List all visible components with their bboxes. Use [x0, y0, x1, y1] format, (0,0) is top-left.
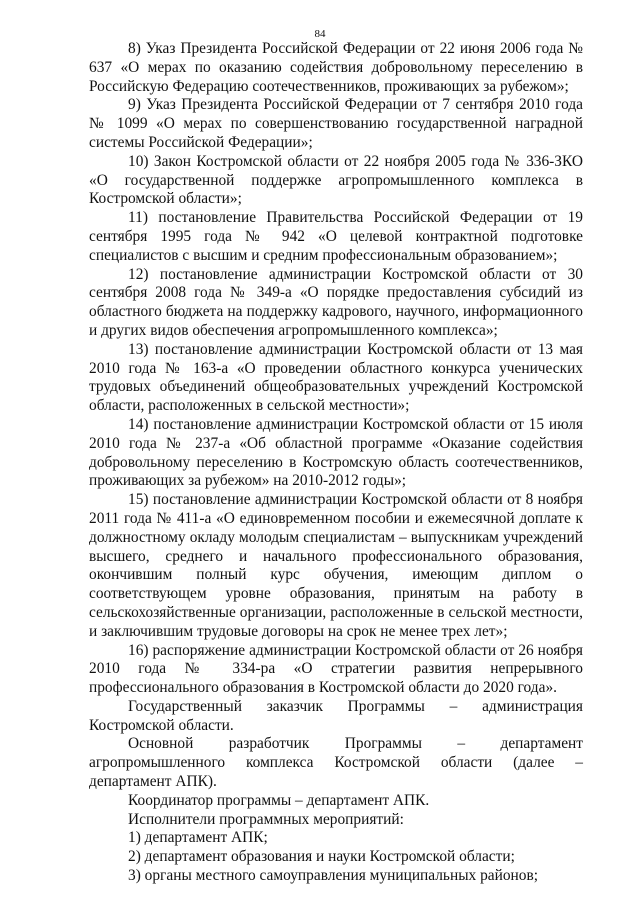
paragraph-coordinator: Координатор программы – департамент АПК.	[128, 791, 430, 809]
paragraph-item-13: 13) постановление администрации Костромской области от 13 мая 2010 года № 163-а «О проведении областного конкурса ученических трудовых объединений общеобразовательных учреждений Костромской области, расположенных в сельской местности»;	[89, 340, 583, 415]
paragraph-executor-1: 1) департамент АПК;	[128, 829, 268, 847]
paragraph-executors-heading: Исполнители программных мероприятий:	[128, 810, 404, 828]
paragraph-executor-3: 3) органы местного самоуправления муниципальных районов;	[128, 867, 539, 885]
paragraph-executor-2: 2) департамент образования и науки Костромской области;	[128, 848, 515, 866]
paragraph-item-15: 15) постановление администрации Костромской области от 8 ноября 2011 года № 411-а «О единовременном пособии и ежемесячной доплате к должностному окладу молодым специалистам – выпускникам учреждений высшего, среднего и начального профессионального образования, окончившим полный курс обучения, имеющим диплом о соответствующем уровне образования, принятым на работу в сельскохозяйственные организации, расположенные в сельской местности, и заключившим трудовые договоры на срок не менее трех лет»;	[89, 491, 583, 640]
paragraph-item-11: 11) постановление Правительства Российской Федерации от 19 сентября 1995 года № 942 «О целевой контрактной подготовке специалистов с высшим и средним профессиональным образованием»;	[89, 209, 583, 264]
paragraph-item-14: 14) постановление администрации Костромской области от 15 июля 2010 года № 237-а «Об областной программе «Оказание содействия добровольному переселению в Костромскую область соотечественников, проживающих за рубежом» на 2010-2012 годы»;	[89, 415, 583, 490]
paragraph-item-8: 8) Указ Президента Российской Федерации от 22 июня 2006 года № 637 «О мерах по оказанию содействия добровольному переселению в Российскую Федерацию соотечественников, проживающих за рубежом»;	[89, 40, 583, 95]
paragraph-item-9: 9) Указ Президента Российской Федерации от 7 сентября 2010 года № 1099 «О мерах по совершенствованию государственной наградной системы Российской Федерации»;	[89, 96, 583, 151]
paragraph-item-10: 10) Закон Костромской области от 22 ноября 2005 года № 336-ЗКО «О государственной поддержке агропромышленного комплекса в Костромской области»;	[89, 152, 583, 208]
paragraph-state-customer: Государственный заказчик Программы – администрация Костромской области.	[89, 697, 583, 734]
body-text	[89, 40, 583, 886]
paragraph-item-12: 12) постановление администрации Костромской области от 30 сентября 2008 года № 349-а «О порядке предоставления субсидий из областного бюджета на поддержку кадрового, научного, информационного и других видов обеспечения агропромышленного комплекса»;	[89, 265, 583, 339]
paragraph-item-16: 16) распоряжение администрации Костромской области от 26 ноября 2010 года № 334-ра «О стратегии развития непрерывного профессионального образования в Костромской области до 2020 года».	[89, 641, 583, 697]
paragraph-main-developer: Основной разработчик Программы – департамент агропромышленного комплекса Костромской области (далее – департамент АПК).	[89, 735, 583, 791]
page-number: 84	[314, 28, 326, 40]
